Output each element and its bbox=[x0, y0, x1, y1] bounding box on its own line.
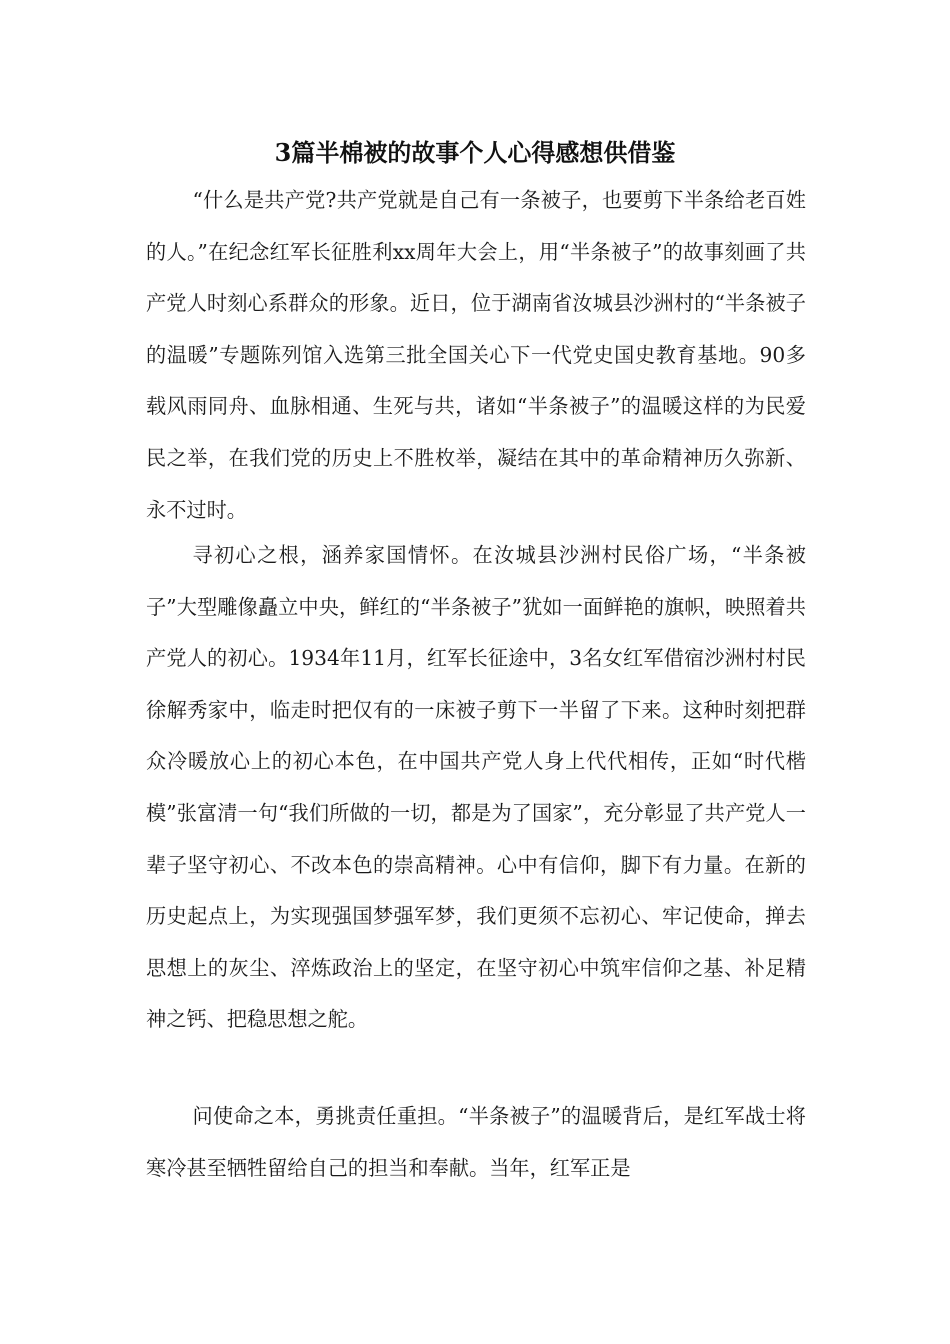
paragraph-2: 寻初心之根，涵养家国情怀。在汝城县沙洲村民俗广场，“半条被子”大型雕像矗立中央，鲜红的“半条被子”犹如一面鲜艳的旗帜，映照着共产党人的初心。1934年11月，红军长征途中，3名女红军借宿沙洲村村民徐解秀家中，临走时把仅有的一床被子剪下一半留了下来。这种时刻把群众冷暖放心上的初心本色，在中国共产党人身上代代相传，正如“时代楷模”张富清一句“我们所做的一切，都是为了国家”，充分彰显了共产党人一辈子坚守初心、不改本色的崇高精神。心中有信仰，脚下有力量。在新的历史起点上，为实现强国梦强军梦，我们更须不忘初心、牢记使命，掸去思想上的灰尘、淬炼政治上的坚定，在坚守初心中筑牢信仰之基、补足精神之钙、把稳思想之舵。 bbox=[146, 543, 806, 1032]
paragraph-3: 问使命之本，勇挑责任重担。“半条被子”的温暖背后，是红军战士将寒冷甚至牺牲留给自己的担当和奉献。当年，红军正是 bbox=[146, 1104, 806, 1180]
paragraph-1: “什么是共产党?共产党就是自己有一条被子，也要剪下半条给老百姓的人。”在纪念红军长征胜利xx周年大会上，用“半条被子”的故事刻画了共产党人时刻心系群众的形象。近日，位于湖南省汝城县沙洲村的“半条被子的温暖”专题陈列馆入选第三批全国关心下一代党史国史教育基地。90多载风雨同舟、血脉相通、生死与共，诸如“半条被子”的温暖这样的为民爱民之举，在我们党的历史上不胜枚举，凝结在其中的革命精神历久弥新、永不过时。 bbox=[146, 188, 806, 522]
document-title: 3篇半棉被的故事个人心得感想供借鉴 bbox=[274, 138, 676, 167]
